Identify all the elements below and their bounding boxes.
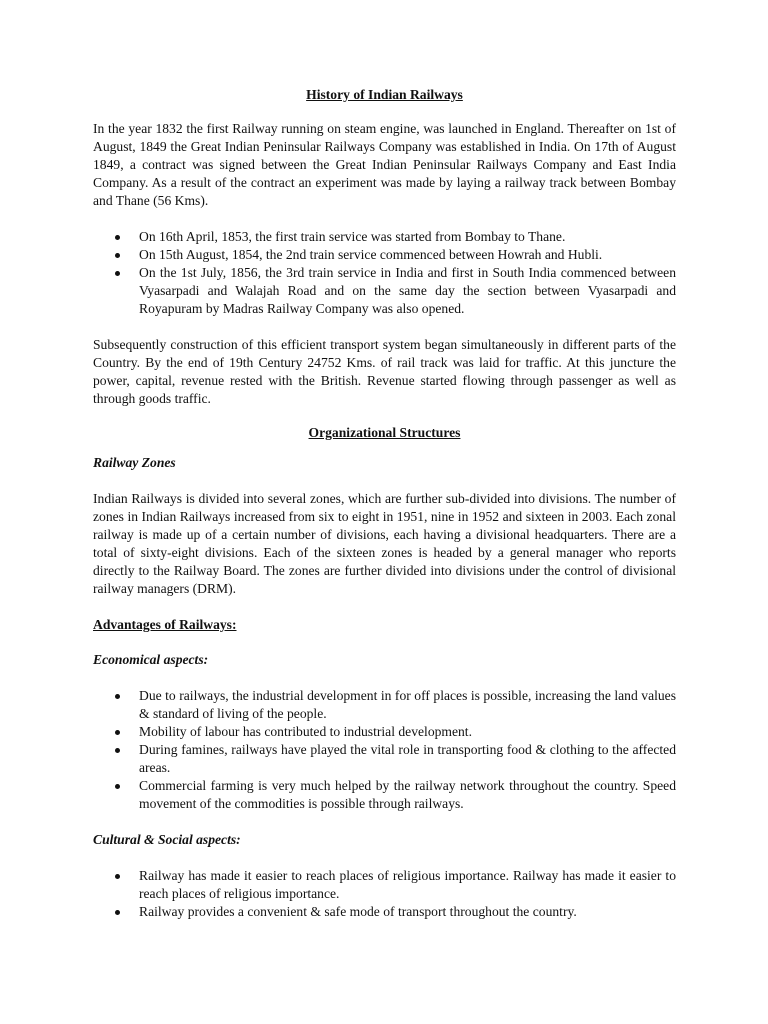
list-item (93, 777, 676, 813)
list-item (93, 741, 676, 777)
bullet-icon (115, 253, 120, 258)
cultural-bullet-list (93, 867, 676, 921)
list-item (93, 228, 676, 246)
subheading-economical: Economical aspects: (93, 652, 209, 667)
bullet-icon (115, 694, 120, 699)
list-item-text: On 16th April, 1853, the first train service was started from Bombay to Thane. (139, 229, 566, 244)
bullet-icon (115, 910, 120, 915)
list-item-text: Railway has made it easier to reach places of religious importance. Railway has made it easier to reach places of religious importance. (139, 868, 676, 901)
bullet-icon (115, 784, 120, 789)
bullet-icon (115, 271, 120, 276)
bullet-icon (115, 874, 120, 879)
economical-bullet-list (93, 687, 676, 813)
list-item-text: Due to railways, the industrial development in for off places is possible, increasing the land values & standard of living of the people. (139, 688, 676, 721)
bullet-icon (115, 730, 120, 735)
section-title-organizational: Organizational Structures (308, 425, 461, 440)
list-item (93, 687, 676, 723)
zones-paragraph: Indian Railways is divided into several zones, which are further sub-divided into divisions. The number of zones in Indian Railways increased from six to eight in 1951, nine in 1952 and sixteen in 2003. Each zonal railway is made up of a certain number of divisions, each having a divisional headquarters. There are a total of sixty-eight divisions. Each of the sixteen zones is headed by a general manager who reports directly to the Railway Board. The zones are further divided into divisions under the control of divisional railway managers (DRM). (93, 491, 676, 596)
list-item-text: Commercial farming is very much helped by the railway network throughout the country. Speed movement of the commodities is possible through railways. (139, 778, 676, 811)
list-item (93, 867, 676, 903)
list-item-text: Mobility of labour has contributed to industrial development. (139, 724, 472, 739)
list-item (93, 264, 676, 318)
subheading-railway-zones: Railway Zones (93, 455, 176, 470)
list-item-text: On the 1st July, 1856, the 3rd train service in India and first in South India commenced between Vyasarpadi and Walajah Road and on the same day the section between Vyasarpadi and Royapuram by Madras Railway Company was also opened. (139, 265, 676, 316)
list-item-text: On 15th August, 1854, the 2nd train service commenced between Howrah and Hubli. (139, 247, 603, 262)
subheading-cultural-social: Cultural & Social aspects: (93, 832, 241, 847)
heading-advantages: Advantages of Railways: (93, 617, 237, 632)
document-page (93, 86, 676, 939)
bullet-icon (115, 235, 120, 240)
intro-paragraph: In the year 1832 the first Railway running on steam engine, was launched in England. Thereafter on 1st of August, 1849 the Great Indian Peninsular Railways Company was established in India. On 17th of August 1849, a contract was signed between the Great Indian Peninsular Railways Company and East India Company. As a result of the contract an experiment was made by laying a railway track between Bombay and Thane (56 Kms). (93, 121, 676, 208)
document-title: History of Indian Railways (306, 87, 463, 102)
list-item (93, 903, 676, 921)
list-item-text: Railway provides a convenient & safe mode of transport throughout the country. (139, 904, 577, 919)
list-item-text: During famines, railways have played the vital role in transporting food & clothing to the affected areas. (139, 742, 676, 775)
bullet-icon (115, 748, 120, 753)
list-item (93, 246, 676, 264)
construction-paragraph: Subsequently construction of this efficient transport system began simultaneously in different parts of the Country. By the end of 19th Century 24752 Kms. of rail track was laid for traffic. At this juncture the power, capital, revenue rested with the British. Revenue started flowing through passenger as well as through goods traffic. (93, 337, 676, 406)
history-bullet-list (93, 228, 676, 318)
list-item (93, 723, 676, 741)
